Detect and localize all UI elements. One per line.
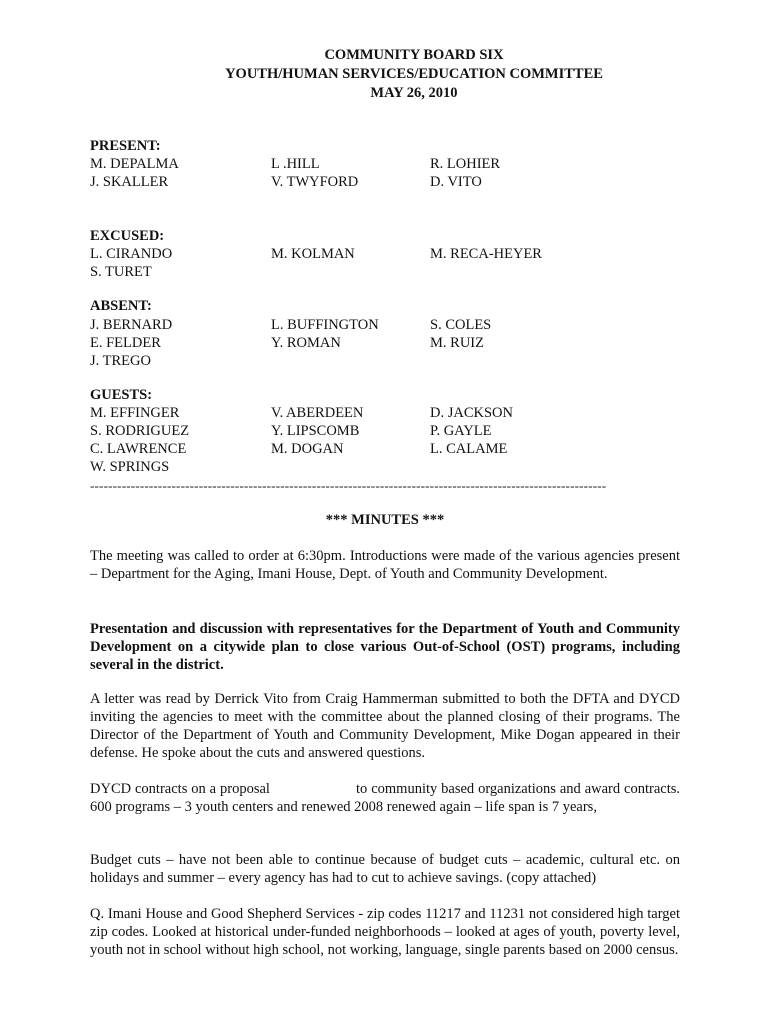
guests-row — [90, 422, 690, 440]
absent-row — [90, 316, 690, 334]
meeting-date: MAY 26, 2010 — [370, 85, 458, 101]
attendee-name: M. RECA-HEYER — [430, 246, 542, 262]
attendee-name: E. FELDER — [90, 335, 161, 351]
absent-label: ABSENT: — [90, 298, 152, 314]
committee-name: YOUTH/HUMAN SERVICES/EDUCATION COMMITTEE — [225, 66, 603, 82]
attendee-name: J. TREGO — [90, 353, 151, 369]
attendee-name: J. SKALLER — [90, 174, 169, 190]
attendee-name: Y. ROMAN — [271, 335, 341, 351]
absent-row — [90, 334, 690, 352]
board-name: COMMUNITY BOARD SIX — [324, 47, 504, 63]
document-header — [0, 46, 770, 103]
paragraph-call-to-order: The meeting was called to order at 6:30pm. Introductions were made of the various agencies present – Department for the Aging, Imani House, Dept. of Youth and Community Development. — [90, 548, 680, 582]
paragraph-contracts: DYCD contracts on a proposal to community based organizations and award contracts. 600 programs – 3 youth centers and renewed 2008 renewed again – life span is 7 years, — [90, 781, 688, 815]
present-row — [90, 155, 690, 173]
attendee-name: S. COLES — [430, 317, 492, 333]
attendee-name: C. LAWRENCE — [90, 441, 187, 457]
attendee-name: S. TURET — [90, 264, 152, 280]
present-label: PRESENT: — [90, 138, 161, 154]
attendee-name: P. GAYLE — [430, 423, 492, 439]
guests-row — [90, 440, 690, 458]
excused-row — [90, 263, 690, 281]
excused-label: EXCUSED: — [90, 228, 165, 244]
section-divider: ------------------------------------------------------------------------------------------------------------------ — [90, 478, 607, 491]
attendee-name: L .HILL — [271, 156, 320, 172]
attendee-name: Y. LIPSCOMB — [271, 423, 360, 439]
guests-label: GUESTS: — [90, 387, 153, 403]
attendee-name: L. CALAME — [430, 441, 508, 457]
guests-row — [90, 404, 690, 422]
attendee-name: R. LOHIER — [430, 156, 501, 172]
paragraph-question: Q. Imani House and Good Shepherd Services - zip codes 11217 and 11231 not considered high target zip codes. Looked at historical under-funded neighborhoods – looked at ages of youth, poverty level, youth not in school without high school, not working, language, single parents based on 2000 census. — [90, 906, 680, 958]
guests-row — [90, 458, 690, 476]
attendee-name: L. CIRANDO — [90, 246, 173, 262]
excused-row — [90, 245, 690, 263]
absent-row — [90, 352, 690, 370]
present-row — [90, 173, 690, 191]
attendee-name: J. BERNARD — [90, 317, 173, 333]
attendee-name: D. JACKSON — [430, 405, 513, 421]
attendee-name: L. BUFFINGTON — [271, 317, 379, 333]
attendee-name: M. DOGAN — [271, 441, 344, 457]
attendee-name: M. RUIZ — [430, 335, 484, 351]
attendee-name: V. ABERDEEN — [271, 405, 364, 421]
minutes-heading-text: *** MINUTES *** — [325, 512, 445, 528]
minutes-heading — [0, 511, 770, 529]
paragraph-budget-cuts: Budget cuts – have not been able to continue because of budget cuts – academic, cultural etc. on holidays and summer – every agency has had to cut to achieve savings. (copy attached) — [90, 852, 680, 886]
attendee-name: V. TWYFORD — [271, 174, 359, 190]
paragraph-letter: A letter was read by Derrick Vito from Craig Hammerman submitted to both the DFTA and DYCD inviting the agencies to meet with the committee about the planned closing of their programs. The Director of the Department of Youth and Community Development, Mike Dogan appeared in their defense. He spoke about the cuts and answered questions. — [90, 691, 680, 761]
paragraph-agenda-item: Presentation and discussion with representatives for the Department of Youth and Community Development on a citywide plan to close various Out-of-School (OST) programs, including several in the district. — [90, 621, 680, 673]
attendee-name: M. DEPALMA — [90, 156, 179, 172]
attendee-name: S. RODRIGUEZ — [90, 423, 190, 439]
attendee-name: W. SPRINGS — [90, 459, 170, 475]
attendee-name: M. EFFINGER — [90, 405, 180, 421]
attendee-name: D. VITO — [430, 174, 482, 190]
attendee-name: M. KOLMAN — [271, 246, 355, 262]
